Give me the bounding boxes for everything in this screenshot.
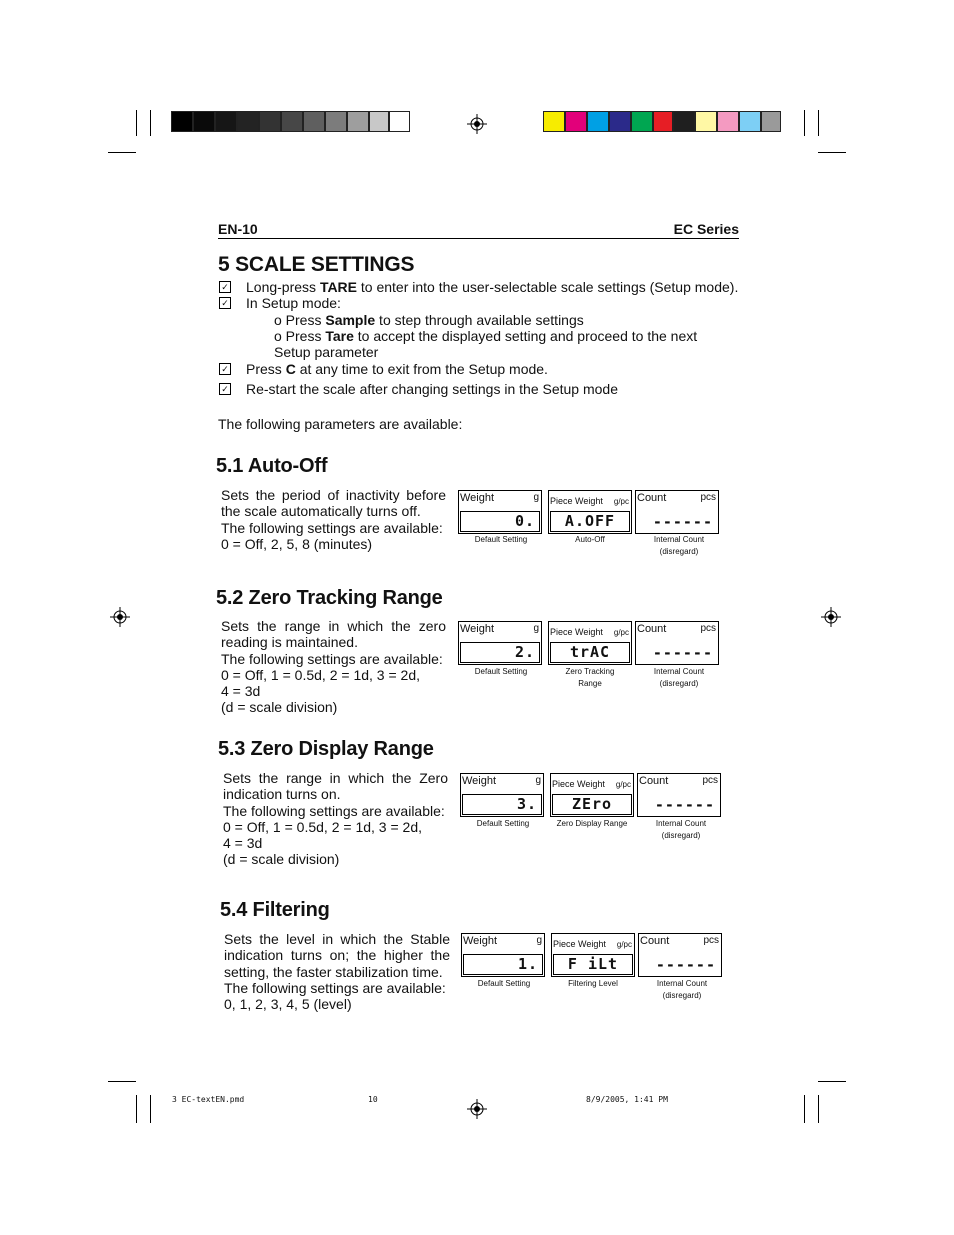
count-display: Count pcs ------	[635, 621, 719, 665]
registration-mark-icon	[821, 607, 841, 627]
piece-weight-display: Piece Weight g/pc ZEro	[550, 773, 634, 817]
checkbox-icon: ✓	[219, 297, 231, 309]
caption: Internal Count (disregard)	[655, 819, 707, 840]
count-display: Count pcs ------	[638, 933, 722, 977]
intro-subitem: o Press Sample to step through available settings	[274, 312, 584, 328]
count-display: Count pcs ------	[637, 773, 721, 817]
weight-display: Weight g 2.	[458, 621, 542, 665]
weight-display: Weight g 0.	[458, 490, 542, 534]
piece-weight-display: Piece Weight g/pc trAC	[548, 621, 632, 665]
footer-file: 3 EC-textEN.pmd	[172, 1095, 245, 1104]
registration-mark-icon	[467, 114, 487, 134]
intro-item: Re-start the scale after changing settings in the Setup mode	[246, 381, 618, 397]
page-number: EN-10	[218, 221, 258, 237]
weight-display: Weight g 3.	[460, 773, 544, 817]
caption: Auto-Off	[575, 535, 605, 544]
piece-weight-display: Piece Weight g/pc F iLt	[551, 933, 635, 977]
caption: Filtering Level	[568, 979, 618, 988]
series-name: EC Series	[673, 221, 739, 237]
section-title: 5.2 Zero Tracking Range	[216, 587, 443, 609]
caption: Internal Count (disregard)	[653, 667, 705, 688]
caption: Default Setting	[474, 667, 528, 676]
checkbox-icon: ✓	[219, 363, 231, 375]
registration-mark-icon	[467, 1099, 487, 1119]
section-description: Sets the level in which the Stable indication turns on; the higher the setting, the faster stabilization time. The following settings are available: 0, 1, 2, 3, 4, 5 (level)	[224, 931, 450, 1013]
intro-item: Press C at any time to exit from the Setup mode.	[246, 361, 548, 377]
section-title: 5.1 Auto-Off	[216, 455, 328, 477]
checkbox-icon: ✓	[219, 281, 231, 293]
parameters-note: The following parameters are available:	[218, 416, 463, 432]
section-description: Sets the range in which the zero reading is maintained. The following settings are available: 0 = Off, 1 = 0.5d, 2 = 1d, 3 = 2d, 4 = 3d (d = scale division)	[221, 618, 446, 716]
caption: Internal Count (disregard)	[653, 535, 705, 556]
section-title: 5.4 Filtering	[220, 899, 330, 921]
caption: Default Setting	[476, 819, 530, 828]
section-title: 5.3 Zero Display Range	[218, 738, 434, 760]
header-rule	[218, 238, 739, 239]
caption: Zero Tracking Range	[565, 667, 615, 688]
intro-subitem: o Press Tare to accept the displayed setting and proceed to the next Setup parameter	[274, 328, 698, 361]
caption: Zero Display Range	[556, 819, 628, 828]
section-description: Sets the period of inactivity before the scale automatically turns off. The following settings are available: 0 = Off, 2, 5, 8 (minutes)	[221, 487, 446, 552]
footer-page: 10	[368, 1095, 378, 1104]
weight-display: Weight g 1.	[461, 933, 545, 977]
checkbox-icon: ✓	[219, 383, 231, 395]
count-display: Count pcs ------	[635, 490, 719, 534]
intro-item: In Setup mode:	[246, 295, 341, 311]
section-description: Sets the range in which the Zero indication turns on. The following settings are available: 0 = Off, 1 = 0.5d, 2 = 1d, 3 = 2d, 4 = 3d (d = scale division)	[223, 770, 448, 868]
caption: Default Setting	[474, 535, 528, 544]
caption: Internal Count (disregard)	[656, 979, 708, 1000]
intro-item: Long-press TARE to enter into the user-selectable scale settings (Setup mode).	[246, 279, 739, 295]
caption: Default Setting	[477, 979, 531, 988]
registration-mark-icon	[110, 607, 130, 627]
footer-date: 8/9/2005, 1:41 PM	[586, 1095, 668, 1104]
piece-weight-display: Piece Weight g/pc A.OFF	[548, 490, 632, 534]
section-title: 5 SCALE SETTINGS	[218, 253, 415, 276]
